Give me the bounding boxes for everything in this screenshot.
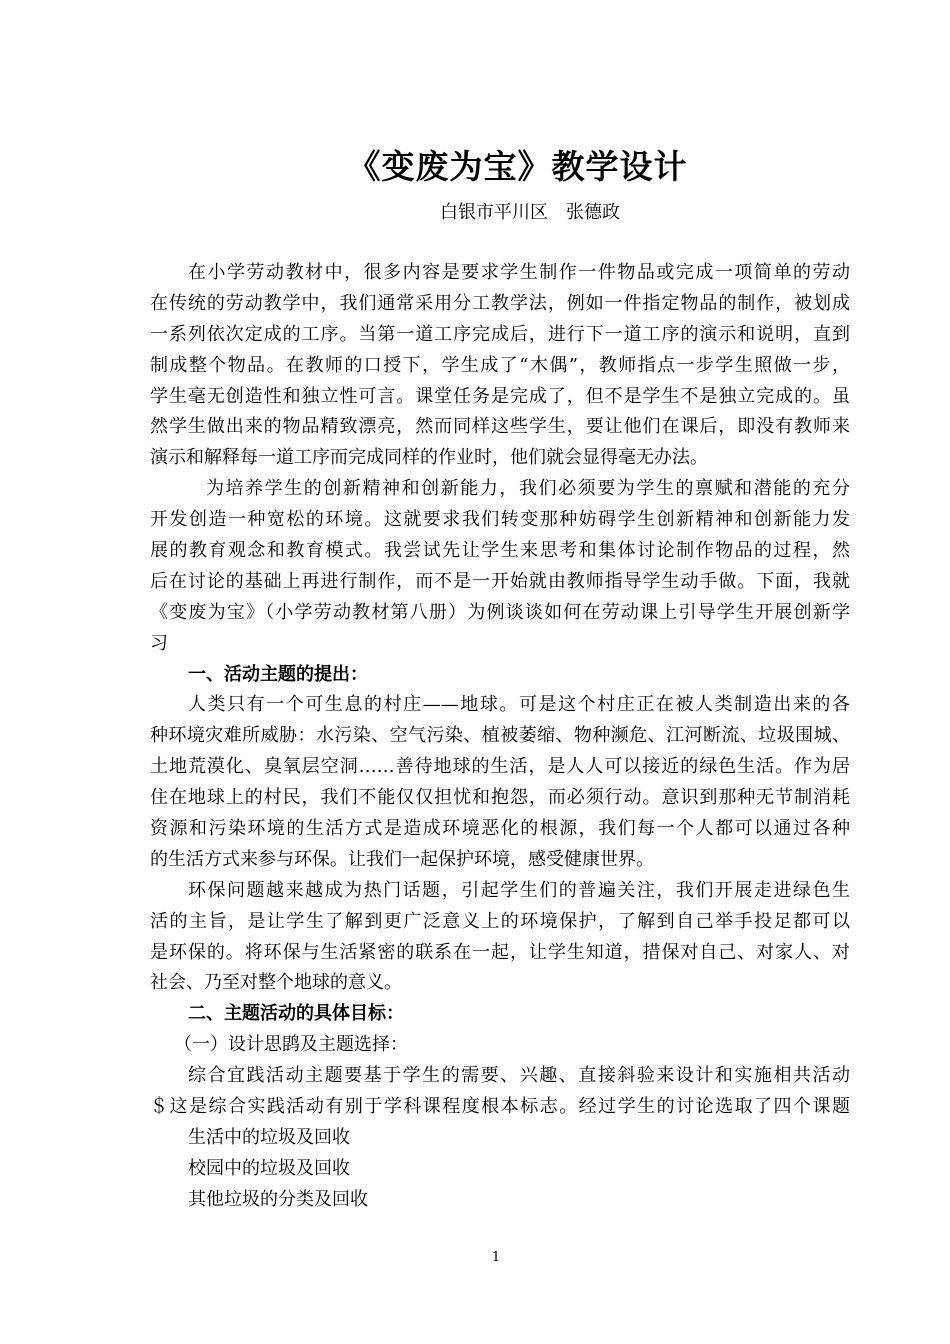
paragraph-line: 活的主旨，是让学生了解到更广泛意义上的环境保护，了解到自己举手投足都可以 — [150, 910, 850, 932]
document-body — [150, 258, 850, 1216]
paragraph-line: 综合宜践活动主题要基于学生的需要、兴趣、直接斜验来设计和实施相共活动 — [188, 1065, 850, 1087]
subsection-heading: （一）设计思鹍及主题选择： — [174, 1034, 408, 1056]
list-item: 校园中的垃圾及回收 — [188, 1157, 350, 1179]
paragraph-line: ＄这是综合实践活动有别于学科课程度根本标志。经过学生的讨论选取了四个课题 — [150, 1096, 850, 1118]
paragraph-line: 是环保的。将环保与生活紧密的联系在一起，让学生知道，措保对自己、对家人、对 — [150, 941, 850, 963]
paragraph-line: 然学生做出来的物品精致漂亮，然而同样这些学生，要让他们在课后，即没有教师来 — [150, 416, 850, 438]
list-item: 其他垃圾的分类及回收 — [188, 1188, 368, 1210]
document-title: 《变废为宝》教学设计 — [347, 147, 688, 186]
paragraph-line: 资源和污染环境的生活方式是造成环境恶化的根源，我们每一个人都可以通过各种 — [150, 818, 850, 840]
paragraph-line: 展的教育观念和教育模式。我尝试先让学生来思考和集体讨论制作物品的过程，然 — [150, 540, 850, 562]
paragraph-line: 人类只有一个可生息的村庄——地球。可是这个村庄正在被人类制造出来的各 — [188, 694, 850, 716]
paragraph-line: 学生毫无创造性和独立性可言。课堂任务是完成了，但不是学生不是独立完成的。虽 — [150, 385, 850, 407]
paragraph-line: 后在讨论的基础上再进行制作，而不是一开始就由教师指导学生动手做。下面，我就 — [150, 570, 850, 592]
section-heading: 二、主题活动的具体目标： — [188, 1003, 404, 1025]
paragraph-line: 《变废为宝》（小学劳动教材第八册）为例谈谈如何在劳动课上引导学生开展创新学 — [150, 601, 850, 623]
list-item: 生活中的垃圾及回收 — [188, 1126, 350, 1148]
paragraph-line: 开发创造一种宽松的环境。这就要求我们转变那种妨碍学生创新精神和创新能力发 — [150, 509, 850, 531]
paragraph-line: 为培养学生的创新精神和创新能力，我们必须要为学生的禀赋和潜能的充分 — [206, 478, 850, 500]
paragraph-line: 在小学劳动教材中，很多内容是要求学生制作一件物品或完成一项简单的劳动 — [188, 262, 850, 283]
document-author: 白银市平川区 张德政 — [440, 202, 620, 223]
section-heading: 一、活动主题的提出： — [188, 663, 368, 685]
paragraph-line: 制成整个物品。在教师的口授下，学生成了“木偶”，教师指点一步学生照做一步， — [150, 354, 850, 376]
paragraph-line: 在传统的劳动教学中，我们通常采用分工教学法，例如一件指定物品的制作，被划成 — [150, 292, 850, 314]
paragraph-line: 的生活方式来参与环保。让我们一起保护环境，感受健康世界。 — [150, 848, 654, 870]
paragraph-line: 环保问题越来越成为热门话题，引起学生们的普遍关注，我们开展走进绿色生 — [188, 879, 850, 901]
paragraph-line: 土地荒漠化、臭氧层空洞……善待地球的生活，是人人可以接近的绿色生活。作为居 — [150, 756, 850, 778]
paragraph-line: 社会、乃至对整个地球的意义。 — [150, 972, 402, 994]
paragraph-line: 一系列依次定成的工序。当第一道工序完成后，进行下一道工序的演示和说明，直到 — [150, 323, 850, 345]
page-number: 1 — [491, 1250, 501, 1265]
paragraph-line: 演示和解释每一道工序而完成同样的作业时，他们就会显得毫无办法。 — [150, 447, 708, 469]
paragraph-line: 习 — [150, 632, 168, 654]
paragraph-line: 住在地球上的村民，我们不能仅仅担忧和抱怨，而必须行动。意识到那种无节制消耗 — [150, 787, 850, 809]
paragraph-line: 种环境灾难所威胁：水污染、空气污染、植被萎缩、物种濒危、江河断流、垃圾围城、 — [150, 725, 850, 747]
